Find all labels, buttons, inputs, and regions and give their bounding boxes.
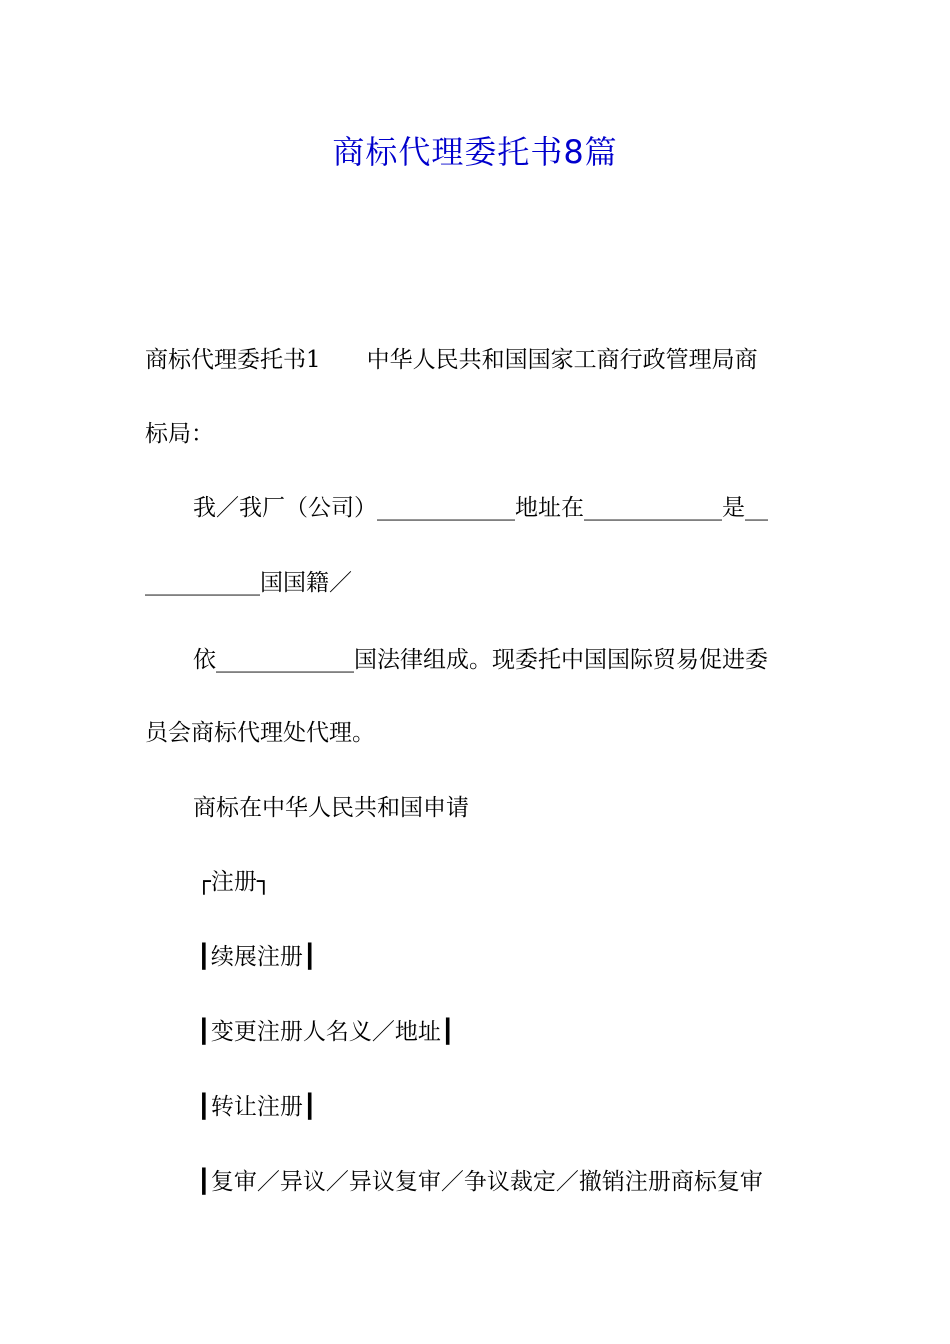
option-transfer: ┃转让注册┃ <box>197 1094 317 1120</box>
body-line-company-address: 我／我厂（公司）____________地址在____________是__ <box>193 495 768 521</box>
option-renewal: ┃续展注册┃ <box>197 944 317 970</box>
body-line-nationality: __________国国籍／ <box>145 570 352 596</box>
body-line-law-entrust: 依____________国法律组成。现委托中国国际贸易促进委 <box>193 647 768 673</box>
option-registration: ┌注册┐ <box>197 869 271 895</box>
document-title: 商标代理委托书8篇 <box>332 133 618 171</box>
body-line-addressee: 标局： <box>145 421 214 447</box>
body-line-apply: 商标在中华人民共和国申请 <box>193 795 469 821</box>
body-line-heading: 商标代理委托书1 中华人民共和国国家工商行政管理局商 <box>145 347 758 373</box>
body-line-agency: 员会商标代理处代理。 <box>145 720 375 746</box>
option-change-name-address: ┃变更注册人名义／地址┃ <box>197 1019 455 1045</box>
option-review-opposition: ┃复审／异议／异议复审／争议裁定／撤销注册商标复审 <box>197 1169 763 1195</box>
